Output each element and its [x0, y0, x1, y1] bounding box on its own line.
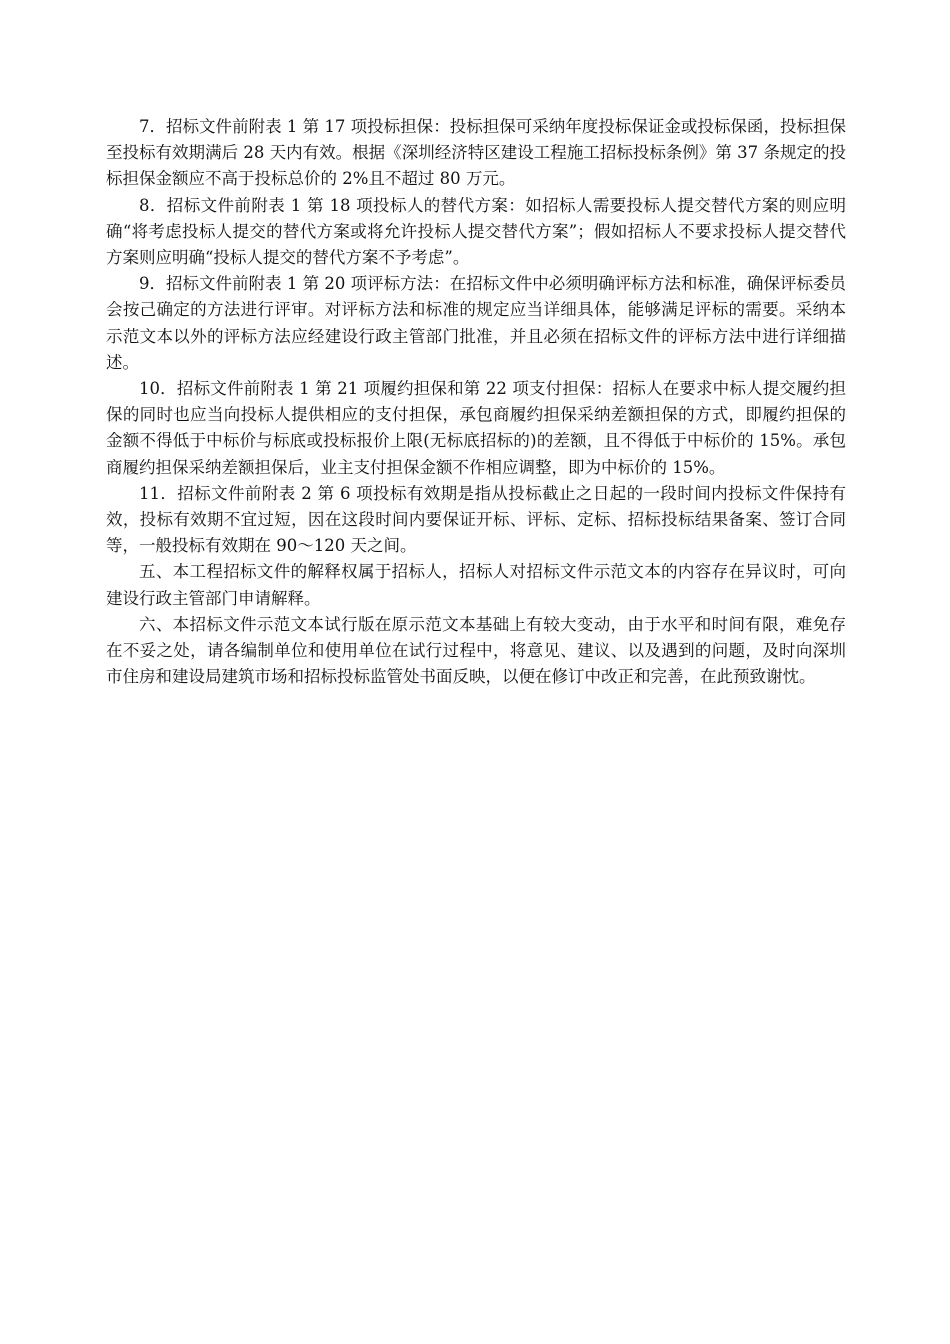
paragraph-section-6: 六、本招标文件示范文本试行版在原示范文本基础上有较大变动，由于水平和时间有限，难免存在不妥之处，请各编制单位和使用单位在试行过程中，将意见、建议、以及遇到的问题，及时向深圳市住房和建设局建筑市场和招标投标监管处书面反映，以便在修订中改正和完善，在此预致谢忱。	[106, 614, 846, 687]
paragraph-item-7: 7．招标文件前附表 1 第 17 项投标担保：投标担保可采纳年度投标保证金或投标保函，投标担保至投标有效期满后 28 天内有效。根据《深圳经济特区建设工程施工招标投标条例》第 37 条规定的投标担保金额应不高于投标总价的 2%且不超过 80 万元。	[106, 117, 846, 189]
paragraph-item-8: 8．招标文件前附表 1 第 18 项投标人的替代方案：如招标人需要投标人提交替代方案的则应明确“将考虑投标人提交的替代方案或将允许投标人提交替代方案”；假如招标人不要求投标人提交替代方案则应明确“投标人提交的替代方案不予考虑”。	[106, 195, 846, 268]
paragraph-item-9: 9．招标文件前附表 1 第 20 项评标方法：在招标文件中必须明确评标方法和标准，确保评标委员会按己确定的方法进行评审。对评标方法和标准的规定应当详细具体，能够满足评标的需要。采纳本示范文本以外的评标方法应经建设行政主管部门批准，并且必须在招标文件的评标方法中进行详细描述。	[106, 274, 846, 372]
paragraph-item-11: 11．招标文件前附表 2 第 6 项投标有效期是指从投标截止之日起的一段时间内投标文件保持有效，投标有效期不宜过短，因在这段时间内要保证开标、评标、定标、招标投标结果备案、签订合同等，一般投标有效期在 90～120 天之间。	[106, 483, 846, 556]
document-body	[106, 114, 846, 690]
paragraph-section-5: 五、本工程招标文件的解释权属于招标人，招标人对招标文件示范文本的内容存在异议时，可向建设行政主管部门申请解释。	[106, 562, 846, 608]
paragraph-item-10: 10．招标文件前附表 1 第 21 项履约担保和第 22 项支付担保：招标人在要求中标人提交履约担保的同时也应当向投标人提供相应的支付担保，承包商履约担保采纳差额担保的方式，即履约担保的金额不得低于中标价与标底或投标报价上限(无标底招标的)的差额，且不得低于中标价的 15%。承包商履约担保采纳差额担保后，业主支付担保金额不作相应调整，即为中标价的 15%。	[106, 379, 846, 477]
